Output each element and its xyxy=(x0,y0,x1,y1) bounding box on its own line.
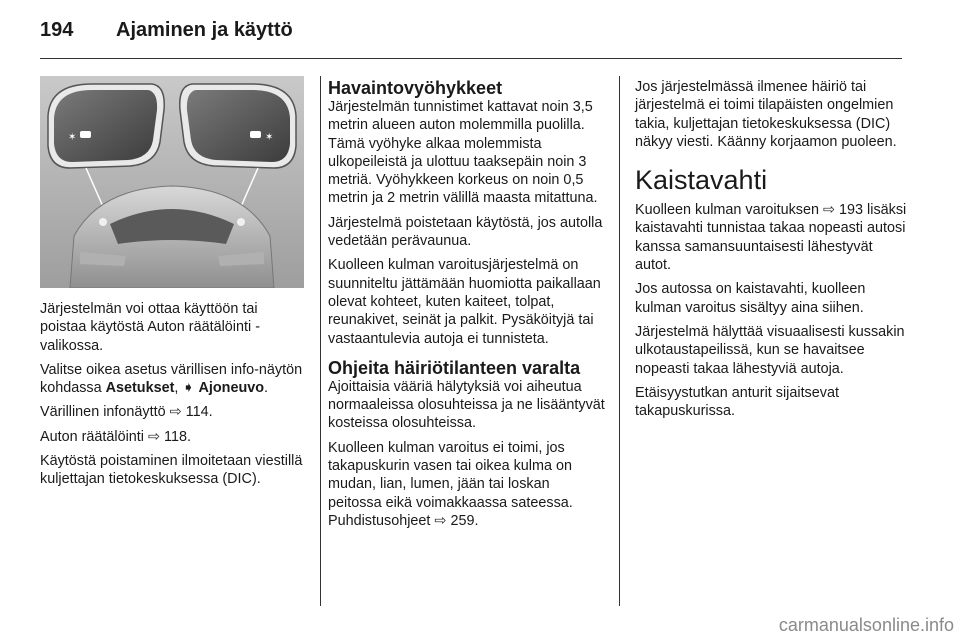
paragraph: Etäisyystutkan anturit sijaitsevat takapuskurissa. xyxy=(635,384,839,420)
paragraph: Jos autossa on kaistavahti, kuolleen kulman varoitus sisältyy aina siihen. xyxy=(635,281,866,316)
column-divider xyxy=(320,76,321,606)
paragraph: Kuolleen kulman varoitusjärjestelmä on suunniteltu jättämään huomiotta paikallaan olevat kohteet, kuten kaiteet, tolpat, reunakivet, seinät ja palkit. Pysäköityjä tai vastaantulevia autoja ei tunnisteta. xyxy=(328,257,601,347)
menu-term-ajoneuvo: Ajoneuvo xyxy=(198,380,265,397)
page-number: 194 xyxy=(40,18,74,41)
paragraph: Käytöstä poistaminen ilmoitetaan viestillä kuljettajan tietokeskuksessa (DIC). xyxy=(40,453,303,488)
paragraph: Jos järjestelmässä ilmenee häiriö tai järjestelmä ei toimi tilapäisten ongelmien takia, kuljettajan tietokeskuksessa (DIC) näkyy viesti. Käänny korjaamon puoleen. xyxy=(635,79,897,150)
svg-text:✶: ✶ xyxy=(265,132,274,143)
menu-term-asetukset: Asetukset xyxy=(105,380,175,397)
paragraph: Kuolleen kulman varoituksen ⇨ 193 lisäksi kaistavahti tunnistaa takaa nopeasti autosi kanssa samansuuntaisesti lähestyvät autot. xyxy=(635,202,907,274)
column-divider xyxy=(619,76,620,606)
column-left xyxy=(40,76,304,495)
page-title: Ajaminen ja käyttö xyxy=(116,18,293,41)
paragraph-settings xyxy=(40,361,304,398)
paragraph: Järjestelmän tunnistimet kattavat noin 3,5 metrin alueen auton molemmilla puolilla. Tämä vyöhyke alkaa molemmista ulkopeileistä ja ulottuu taaksepäin noin 3 metriä. Vyöhykkeen korkeus on noin 0,5 metrin ja 2 metrin välillä maasta mitattuna. xyxy=(328,99,598,207)
arrow-separator: , ➧ xyxy=(174,380,195,397)
chapter-heading: Kaistavahti xyxy=(635,165,768,196)
text: . xyxy=(264,380,269,397)
paragraph: Järjestelmä hälyttää visuaalisesti kussakin ulkotaustapeilissä, kun se havaitsee nopeasti takaa lähestyviä autoja. xyxy=(635,323,905,377)
mirror-illustration xyxy=(40,76,304,288)
cross-reference: Auton räätälöinti ⇨ 118. xyxy=(40,428,191,445)
paragraph: Järjestelmän voi ottaa käyttöön tai poistaa käytöstä Auton räätälöinti -valikossa. xyxy=(40,301,260,354)
text: Valitse oikea asetus värillisen info-näytön kohdassa xyxy=(40,361,303,397)
paragraph: Kuolleen kulman varoitus ei toimi, jos takapuskurin vasen tai oikea kulma on mudan, lian, lumen, jään tai loskan peitossa eikä voimakkaassa sateessa. Puhdistusohjeet ⇨ 259. xyxy=(328,439,573,529)
svg-text:✶: ✶ xyxy=(68,132,77,143)
section-heading: Havaintovyöhykkeet xyxy=(328,78,503,98)
column-right xyxy=(635,78,907,426)
paragraph: Ajoittaisia vääriä hälytyksiä voi aiheutua normaaleissa olosuhteissa ja ne lisääntyvät kosteissa olosuhteissa. xyxy=(328,378,605,432)
column-middle xyxy=(328,78,606,536)
page-header xyxy=(40,10,293,50)
paragraph: Järjestelmä poistetaan käytöstä, jos autolla vedetään perävaunua. xyxy=(328,214,603,250)
header-rule xyxy=(40,58,902,59)
cross-reference: Värillinen infonäyttö ⇨ 114. xyxy=(40,404,213,421)
watermark: carmanualsonline.info xyxy=(778,615,954,635)
section-heading: Ohjeita häiriötilanteen varalta xyxy=(328,357,581,378)
